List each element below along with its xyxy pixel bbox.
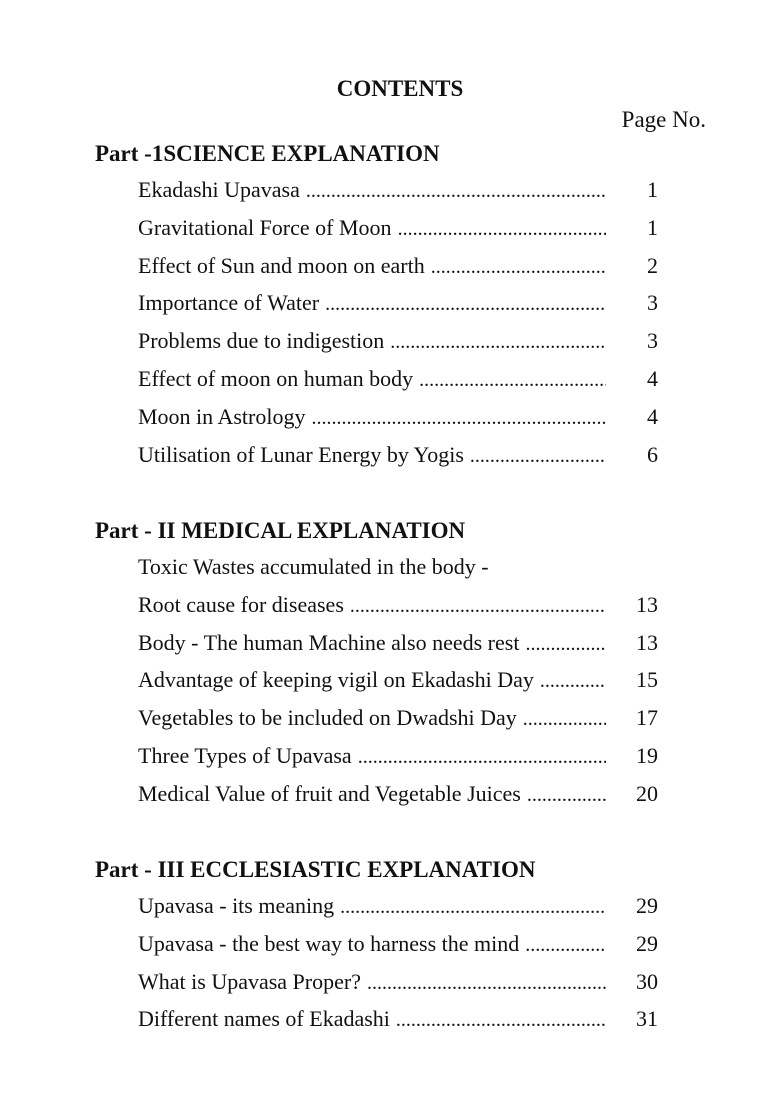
toc-entry	[138, 442, 658, 472]
entry-title: Utilisation of Lunar Energy by Yogis	[138, 441, 464, 467]
toc-entry	[138, 630, 658, 660]
toc-entry	[138, 177, 658, 207]
dot-leader	[340, 893, 606, 917]
toc-entry	[138, 705, 658, 735]
toc-entry	[138, 667, 658, 697]
entry-title: Ekadashi Upavasa	[138, 177, 300, 202]
toc-entry	[138, 969, 658, 999]
dot-leader	[431, 253, 606, 277]
toc-entry	[138, 290, 658, 320]
entry-page-number: 6	[647, 441, 658, 467]
toc-entry	[138, 215, 658, 245]
entry-title: Effect of Sun and moon on earth	[138, 252, 425, 278]
entry-title: Three Types of Upavasa	[138, 743, 352, 768]
toc-entry	[138, 893, 658, 923]
part-heading: Part - II MEDICAL EXPLANATION	[95, 518, 466, 543]
dot-leader	[311, 404, 606, 428]
dot-leader	[540, 667, 606, 691]
entry-title: Root cause for diseases	[138, 591, 344, 617]
entry-page-number: 15	[636, 667, 658, 693]
toc-entry	[138, 1006, 658, 1036]
entry-page-number: 29	[636, 893, 658, 918]
dot-leader	[525, 931, 606, 955]
entry-title: Effect of moon on human body	[138, 366, 414, 391]
dot-leader	[523, 705, 606, 729]
contents-title: CONTENTS	[336, 76, 464, 101]
part-heading: Part - III ECCLESIASTIC EXPLANATION	[95, 857, 536, 882]
entry-page-number: 4	[647, 366, 658, 391]
dot-leader	[419, 366, 606, 390]
entry-title: Importance of Water	[138, 290, 320, 316]
toc-entry	[138, 931, 658, 961]
dot-leader	[350, 592, 606, 616]
entry-page-number: 30	[636, 968, 658, 994]
entry-page-number: 19	[636, 743, 658, 768]
toc-entry	[138, 743, 658, 773]
dot-leader	[527, 781, 606, 805]
entry-page-number: 1	[647, 177, 658, 202]
toc-entry	[138, 781, 658, 811]
toc-entry	[138, 592, 658, 622]
entry-title: What is Upavasa Proper?	[138, 968, 361, 994]
dot-leader	[525, 630, 606, 654]
entry-title: Toxic Wastes accumulated in the body -	[138, 554, 489, 579]
toc-entry	[138, 328, 658, 358]
toc-entry	[138, 366, 658, 396]
dot-leader	[470, 442, 606, 466]
entry-page-number: 1	[647, 214, 658, 240]
entry-page-number: 17	[636, 705, 658, 731]
toc-entry	[138, 253, 658, 283]
entry-page-number: 13	[636, 629, 658, 655]
page-no-label: Page No.	[621, 107, 706, 132]
entry-page-number: 20	[636, 780, 658, 806]
entry-title: Upavasa - its meaning	[138, 893, 335, 918]
dot-leader	[358, 743, 606, 767]
entry-title: Different names of Ekadashi	[138, 1006, 390, 1032]
entry-title: Moon in Astrology	[138, 403, 306, 429]
entry-title: Problems due to indigestion	[138, 328, 385, 354]
dot-leader	[367, 969, 606, 993]
part-heading: Part -1SCIENCE EXPLANATION	[95, 141, 440, 166]
entry-page-number: 29	[636, 930, 658, 956]
entry-page-number: 3	[647, 290, 658, 316]
toc-entry	[138, 404, 658, 434]
entry-title: Advantage of keeping vigil on Ekadashi Day	[138, 667, 534, 693]
entry-page-number: 31	[636, 1006, 658, 1032]
entry-title: Upavasa - the best way to harness the mind	[138, 930, 520, 956]
entry-title: Gravitational Force of Moon	[138, 214, 392, 240]
entry-page-number: 3	[647, 328, 658, 354]
entry-page-number: 13	[636, 591, 658, 617]
entry-page-number: 4	[647, 403, 658, 429]
dot-leader	[398, 215, 606, 239]
entry-title: Medical Value of fruit and Vegetable Juices	[138, 780, 521, 806]
dot-leader	[390, 328, 606, 352]
dot-leader	[325, 290, 606, 314]
toc-entry	[138, 554, 658, 584]
dot-leader	[396, 1006, 606, 1030]
entry-page-number: 2	[647, 252, 658, 278]
dot-leader	[306, 177, 606, 201]
entry-title: Body - The human Machine also needs rest	[138, 629, 520, 655]
entry-title: Vegetables to be included on Dwadshi Day	[138, 705, 517, 731]
